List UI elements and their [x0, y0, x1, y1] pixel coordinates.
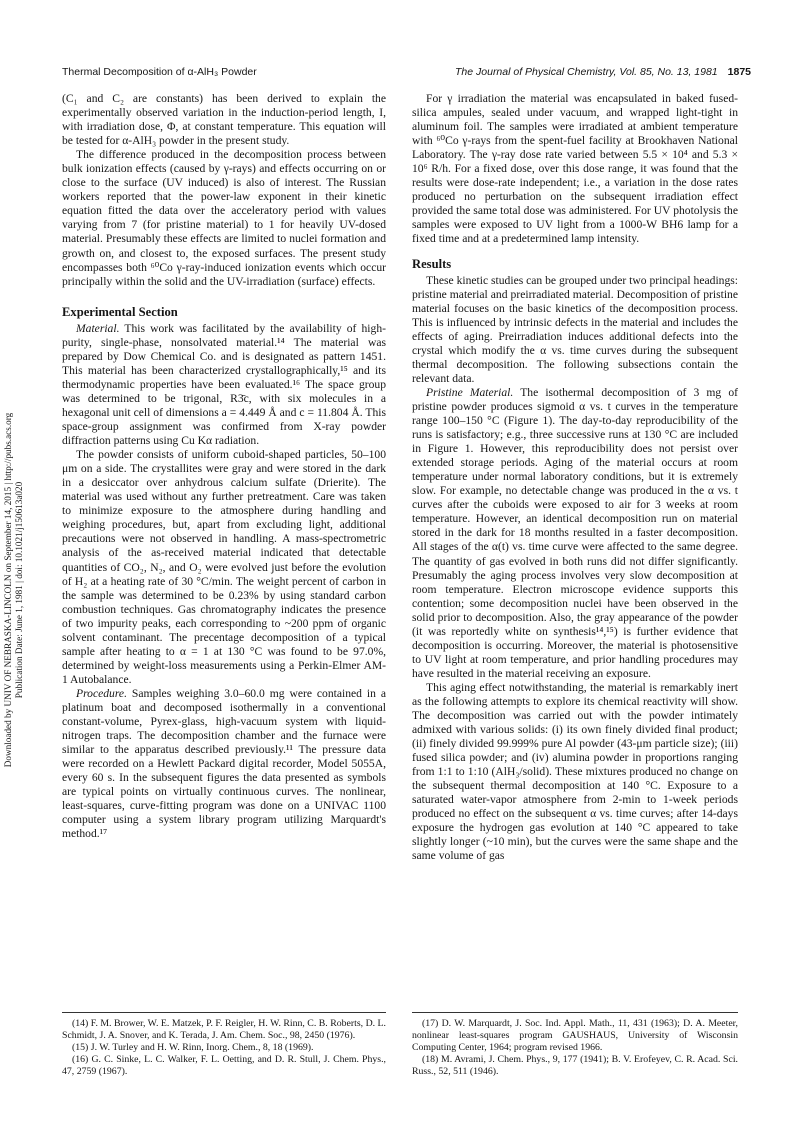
download-watermark	[2, 230, 26, 950]
run-in-heading: Pristine Material.	[426, 385, 514, 399]
footnote-18: (18) M. Avrami, J. Chem. Phys., 9, 177 (1941); B. V. Erofeyev, C. R. Acad. Sci. Russ., 52, 511 (1946).	[412, 1054, 738, 1077]
running-head	[62, 66, 751, 82]
footnotes-right	[412, 1012, 738, 1078]
footnote-15: (15) J. W. Turley and H. W. Rinn, Inorg. Chem., 8, 18 (1969).	[72, 1042, 314, 1053]
paragraph: For γ irradiation the material was encapsulated in baked fused-silica ampules, sealed under vacuum, and wrapped light-tight in aluminum foil. The samples were irradiated at ambient temperature with ⁶⁰Co γ-rays from the spent-fuel facility at Brookhaven National Laboratory. The γ-ray dose rate varied between 5.5 × 10⁴ and 5.3 × 10⁶ R/h. For a fixed dose, over this dose range, it was found that the results were dose-rate independent; i.e., a variation in the dose rates produced no perturbation on the subsequent irradiation effect provided the same total dose was administered. For UV photolysis the samples were exposed to UV light from a 1000-W BH6 lamp for a fixed time and at a predetermined lamp intensity.	[412, 92, 738, 246]
footnote-14: (14) F. M. Brower, W. E. Matzek, P. F. Reigler, H. W. Rinn, C. B. Roberts, D. L. Schmidt, J. A. Snover, and K. Terada, J. Am. Chem. Soc., 98, 2450 (1976).	[62, 1018, 386, 1041]
publication-note: Publication Date: June 1, 1981 | doi: 10.1021/j150613a020	[14, 481, 24, 699]
article-short-title: Thermal Decomposition of α-AlH₃ Powder	[62, 66, 257, 78]
paragraph-pristine	[412, 386, 738, 681]
run-in-heading: Procedure.	[76, 686, 127, 700]
footnote-rule	[62, 1012, 386, 1013]
left-column	[62, 92, 386, 841]
section-heading-results: Results	[412, 256, 452, 271]
footnote-rule	[412, 1012, 738, 1013]
paragraph: These kinetic studies can be grouped under two principal headings: pristine material and preirradiated material. Decomposition of pristine material focuses on the basic kinetics of the decomposition process. This is influenced by intrinsic defects in the material and includes the effects of aging. Preirradiation induces additional defects into the crystal which modify the α vs. time curves during the subsequent thermal decomposition. The following subsections contain the relevant data.	[412, 273, 738, 385]
footnotes-left	[62, 1012, 386, 1078]
paragraph: (C₁ and C₂ are constants) has been derived to explain the experimentally observed variation in the induction-period length, I, with irradiation dose, Φ, at constant temperature. This equation will be tested for α-AlH₃ powder in the present study.	[62, 92, 386, 148]
page-number: 1875	[727, 66, 751, 78]
footnote-16: (16) G. C. Sinke, L. C. Walker, F. L. Oetting, and D. R. Stull, J. Chem. Phys., 47, 2759 (1967).	[62, 1054, 386, 1077]
paragraph: This aging effect notwithstanding, the material is remarkably inert as the following attempts to explore its chemical reactivity will show. The decomposition was carried out with the powder intimately admixed with various solids: (i) its own finely divided final product; (ii) finely divided 99.999% pure Al powder (43-μm particle size); (iii) fused silica powder; and (iv) alumina powder in proportions ranging from 1:1 to 1:10 (AlH₃/solid). These mixtures produced no change on the subsequent thermal decomposition at 140 °C. Exposure to a saturated water-vapor atmosphere from 2-min to 1-week periods produced no effect on the subsequent α vs. time curves; after 14-days exposure the hydrogen gas evolution at 140 °C appeared to take slightly longer (~10 min), but the curves were the same shape and the same volume of gas	[412, 680, 738, 863]
right-column	[412, 92, 738, 864]
download-note: Downloaded by UNIV OF NEBRASKA-LINCOLN on September 14, 2015 | http://pubs.acs.org	[3, 412, 13, 768]
paragraph: The powder consists of uniform cuboid-shaped particles, 50–100 μm on a side. The crystallites were gray and were stored in the dark in a desiccator over anhydrous calcium sulfate (Drierite). The material was used without any further pretreatment. Care was taken to minimize exposure to the atmosphere during handling and weighing procedures, but, apart from excluding light, additional precautions were not observed in handling. A mass-spectrometric analysis of the as-received material indicated that detectable quantities of CO₂, N₂, and O₂ were evolved just before the evolution of H₂ at a heating rate of 30 °C/min. The weight percent of carbon in the sample was determined to be 0.23% by using standard carbon combustion techniques. Gas chromatography indicates the presence of two impurity peaks, each corresponding to ~200 ppm of organic solvent contaminant. The precentage decomposition of a typical sample after heating to α = 1 at 130 °C was found to be 97.0%, determined by weight-loss measurements using a Perkin-Elmer AM-1 Autobalance.	[62, 448, 386, 686]
paragraph-text: Samples weighing 3.0–60.0 mg were contained in a platinum boat and decomposed isothermally in a conventional constant-volume, Pyrex-glass, high-vacuum system with liquid-nitrogen traps. The decomposition chamber and the furnace were similar to the apparatus described previously.¹¹ The pressure data were recorded on a Hewlett Packard digital recorder, Model 5055A, every 60 s. In the subsequent figures the data presented as symbols are typical points on virtually continuous curves. The nonlinear, least-squares, curve-fitting program was done on a UNIVAC 1100 computer using a system library program utilizing Marquardt's method.¹⁷	[62, 686, 386, 841]
journal-name: The Journal of Physical Chemistry, Vol. 85, No. 13, 1981	[455, 66, 718, 78]
run-in-heading: Material.	[76, 321, 120, 335]
paragraph-text: The isothermal decomposition of 3 mg of pristine powder produces sigmoid α vs. t curves in the temperature range 100–150 °C (Figure 1). The day-to-day reproducibility of the runs is satisfactory; e.g., three successive runs at 130 °C are included in Figure 1. However, this reproducibility does not persist over extended storage periods. Aging of the material occurs at room temperature under normal laboratory conditions, but it is extremely slow. For example, no detectable change was produced in the α vs. t curves after the cuboids were exposed to air for 3 weeks at room temperature. However, an identical decomposition run on material stored in the dark for 18 months resulted in a faster decomposition. All stages of the α(t) vs. time curve were affected to the same degree. The quantity of gas evolved in both runs did not differ significantly. Presumably the aging process involves very slow decomposition at room temperature. Electron microscope evidence supports this contention; some decomposition nuclei have been observed in the solid prior to decomposition. Also, the gray appearance of the powder (it was reportedly white on synthesis¹⁴,¹⁵) is further evidence that decomposition is occurring. Moreover, the material is photosensitive to UV light at room temperature, and prior handling procedures may have resulted in the material receiving an exposure.	[412, 385, 738, 680]
section-heading-experimental: Experimental Section	[62, 304, 178, 319]
footnote-17: (17) D. W. Marquardt, J. Soc. Ind. Appl. Math., 11, 431 (1963); D. A. Meeter, nonlinear least-squares program GAUSHAUS, University of Wisconsin Computing Center, 1964; program revised 1966.	[412, 1018, 738, 1053]
paragraph: The difference produced in the decomposition process between bulk ionization effects (caused by γ-rays) and effects occurring on or close to the surface (UV induced) is also of interest. The Russian workers reported that the power-law exponent in their kinetic equation fitted the data over the acceleratory period with values varying from 7 (for pristine material) to 1 for heavily UV-dosed material. Presumably these effects are limited to nuclei formation and growth on, and closest to, the exposed surfaces. The present study encompasses both ⁶⁰Co γ-ray-induced ionization events which occur principally within the solid and the UV-irradiation (surface) effects.	[62, 148, 386, 288]
paragraph-material	[62, 322, 386, 448]
paragraph-text: This work was facilitated by the availability of high-purity, single-phase, nonsolvated material.¹⁴ The material was prepared by Dow Chemical Co. and is designated as pattern 1451. This material has been characterized crystallographically,¹⁵ and its thermodynamic properties have been evaluated.¹⁶ The space group was determined to be trigonal, R3̄c, with six molecules in a hexagonal unit cell of dimensions a = 4.449 Å and c = 11.804 Å. This space-group assignment was confirmed from X-ray powder diffraction patterns using Cu Kα radiation.	[62, 321, 386, 448]
paragraph-procedure	[62, 687, 386, 842]
journal-citation	[455, 66, 751, 78]
